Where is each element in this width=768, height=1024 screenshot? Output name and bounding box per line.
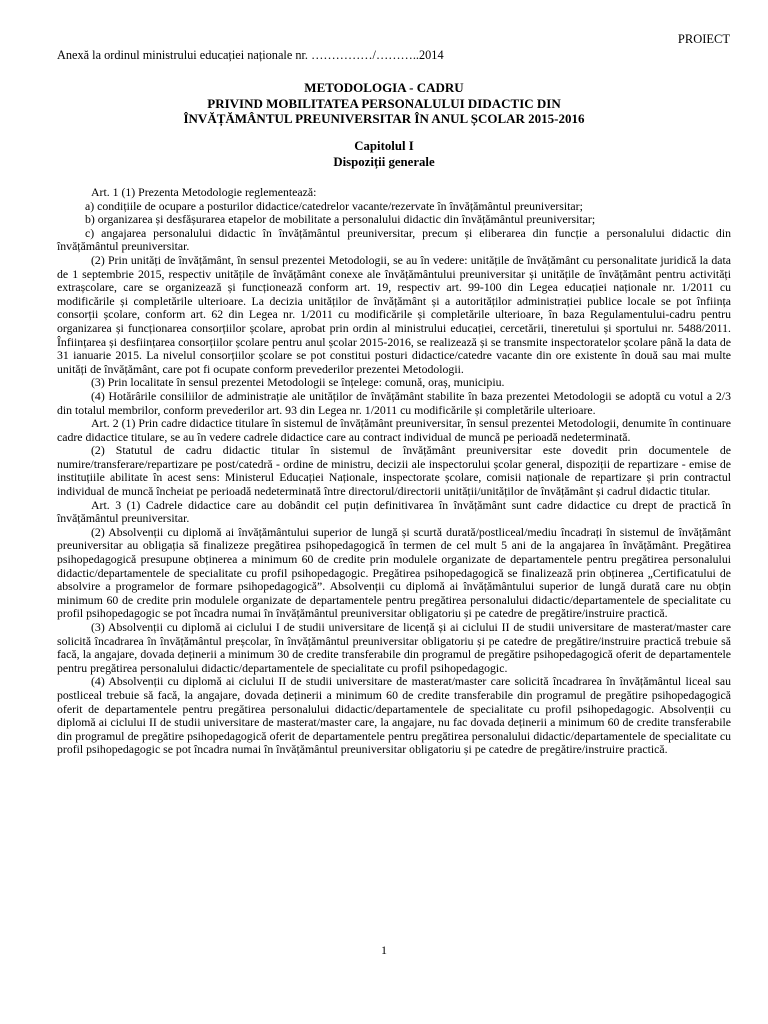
chapter-number: Capitolul I	[354, 139, 414, 153]
paragraph-art2-2: (2) Statutul de cadru didactic titular în sistemul de învățământ preuniversitar este dovedit prin documentele de numire/transferare/repartizare pe post/catedră - ordine de ministru, decizii ale inspectorului școlar general, dispoziții de repartizare - emise de instituțiile abilitate în acest sens: Ministerul Educației Naționale, inspectorate școlare, comisii naționale de repartizare și prin contractul individual de muncă încheiat pe perioadă nedeterminată între directorul/directorii unității/unităților de învățământ și cadrul didactic titular.	[57, 443, 731, 499]
paragraph-art3-3: (3) Absolvenții cu diplomă ai ciclului I de studii universitare de licență și ai ciclului II de studii universitare de masterat/master care solicită încadrarea în învățământul preșcolar, în învățământul preuniversitar obligatoriu și pe catedre de pregătire/instruire practică trebuie să facă, la angajare, dovada deținerii a minimum 30 de credite transferabile din programul de pregătire psihopedagogică oferit de departamentele pentru pregătirea personalului didactic/departamentele de specialitate cu profil psihopedagogic.	[57, 620, 731, 675]
document-title	[0, 80, 768, 127]
paragraph-art1-2: (2) Prin unități de învățământ, în sensul prezentei Metodologii, se au în vedere: unitățile de învățământ cu personalitate juridică la data de 1 septembrie 2015, respectiv unitățile de învățământ conexe ale învățământului preuniversitar și unitățile de învățământ pentru activități extrașcolare, care se organizează și funcționează conform art. 19, respectiv art. 99-100 din Legea educației naționale nr. 1/2011 cu modificările și completările ulterioare. La decizia unităților de învățământ și a autorităților administrației publice locale se pot înființa consorții școlare, conform art. 62 din Legea nr. 1/2011 cu modificările și completările ulterioare, în baza Regulamentului-cadru pentru organizarea și funcționarea consorțiilor școlare, aprobat prin ordin al ministrului educației, cercetării, tineretului și sportului nr. 5488/2011. Înființarea și desființarea consorțiilor școlare pentru anul școlar 2015-2016, se realizează și se transmite inspectoratelor școlare până la data de 31 ianuarie 2015. La nivelul consorțiilor școlare se pot constitui posturi didactice/catedre vacante din ore existente în două sau mai multe unități de învățământ, care pot fi ocupate conform prevederilor prezentei Metodologii.	[57, 252, 731, 376]
title-line-2: PRIVIND MOBILITATEA PERSONALULUI DIDACTIC DIN	[207, 95, 561, 111]
paragraph-art3-1: Art. 3 (1) Cadrele didactice care au dobândit cel puțin definitivarea în învățământ sunt cadre didactice cu drept de practică în învățământul preuniversitar.	[57, 497, 731, 526]
paragraph-art1-3: (3) Prin localitate în sensul prezentei Metodologii se înțelege: comună, oraș, municipiu.	[91, 375, 505, 390]
proiect-label: PROIECT	[677, 32, 730, 46]
document-body	[57, 186, 731, 757]
chapter-name: Dispoziții generale	[333, 155, 435, 169]
paragraph-art2-1: Art. 2 (1) Prin cadre didactice titulare în sistemul de învățământ preuniversitar, în sensul prezentei Metodologii, denumite în continuare cadre didactice titulare, se au în vedere cadrele didactice care au contract individual de muncă pe perioadă nedeterminată.	[57, 416, 731, 444]
paragraph-art1-4: (4) Hotărârile consiliilor de administrație ale unităților de învățământ stabilite în baza prezentei Metodologii se adoptă cu votul a 2/3 din totalul membrilor, conform prevederilor art. 93 din Legea nr. 1/2011 cu modificările și completările ulterioare.	[57, 388, 731, 417]
paragraph-art1-intro: Art. 1 (1) Prezenta Metodologie reglementează:	[91, 185, 317, 199]
paragraph-art1-c: c) angajarea personalului didactic în învățământul preuniversitar, precum și eliberarea din funcție a personalului didactic din învățământul preuniversitar.	[57, 225, 731, 254]
paragraph-art1-a: a) condițiile de ocupare a posturilor didactice/catedrelor vacante/rezervate în învățământul preuniversitar;	[85, 198, 583, 213]
paragraph-art1-b: b) organizarea și desfășurarea etapelor de mobilitate a personalului didactic din învățământul preuniversitar;	[85, 212, 596, 227]
title-line-3: ÎNVĂȚĂMÂNTUL PREUNIVERSITAR ÎN ANUL ȘCOLAR 2015-2016	[183, 111, 585, 126]
paragraph-art3-4: (4) Absolvenții cu diplomă ai ciclului II de studii universitare de masterat/master care solicită încadrarea în învățământul liceal sau postliceal trebuie să facă, la angajare, dovada deținerii a minimum 60 de credite transferabile din programul de pregătire psihopedagogică oferit de departamentele pentru pregătirea personalului didactic/departamentele de specialitate cu profil psihopedagogic. Absolvenții cu diplomă ai ciclului II de studii universitare de masterat/master care, la angajare, nu fac dovada deținerii a minimum 60 de credite transferabile din programul de pregătire psihopedagogică oferit de departamentele pentru pregătirea personalului didactic/departamentele de specialitate cu profil psihopedagogic se pot încadra numai în învățământul preuniversitar obligatoriu și pe catedre de pregătire/instruire practică.	[57, 674, 731, 757]
chapter-heading	[0, 138, 768, 170]
annex-reference: Anexă la ordinul ministrului educației naționale nr. ……………/………..2014	[57, 48, 444, 62]
paragraph-art3-2: (2) Absolvenții cu diplomă ai învățământului superior de lungă și scurtă durată/postliceal/mediu încadrați în sistemul de învățământ preuniversitar au obligația să finalizeze pregătirea psihopedagogică în termen de cel mult 5 ani de la angajarea în învățământ. Pregătirea psihopedagogică presupune obținerea a minimum 60 de credite prin modulele organizate de departamentele pentru pregătirea personalului didactic/departamentele de specialitate cu profil psihopedagogic. Pregătirea psihopedagogică se finalizează prin obținerea „Certificatului de absolvire a programelor de formare psihopedagogică”. Absolvenții cu diplomă ai învățământului superior de lungă durată care nu obțin minimum 60 de credite prin modulele organizate de departamentele pentru pregătirea personalului didactic/departamentele de specialitate cu profil psihopedagogic se pot încadra numai în învățământul preuniversitar obligatoriu și pe catedre de pregătire/instruire practică.	[57, 524, 731, 621]
title-line-1: METODOLOGIA - CADRU	[304, 80, 464, 95]
page-number: 1	[381, 943, 387, 957]
